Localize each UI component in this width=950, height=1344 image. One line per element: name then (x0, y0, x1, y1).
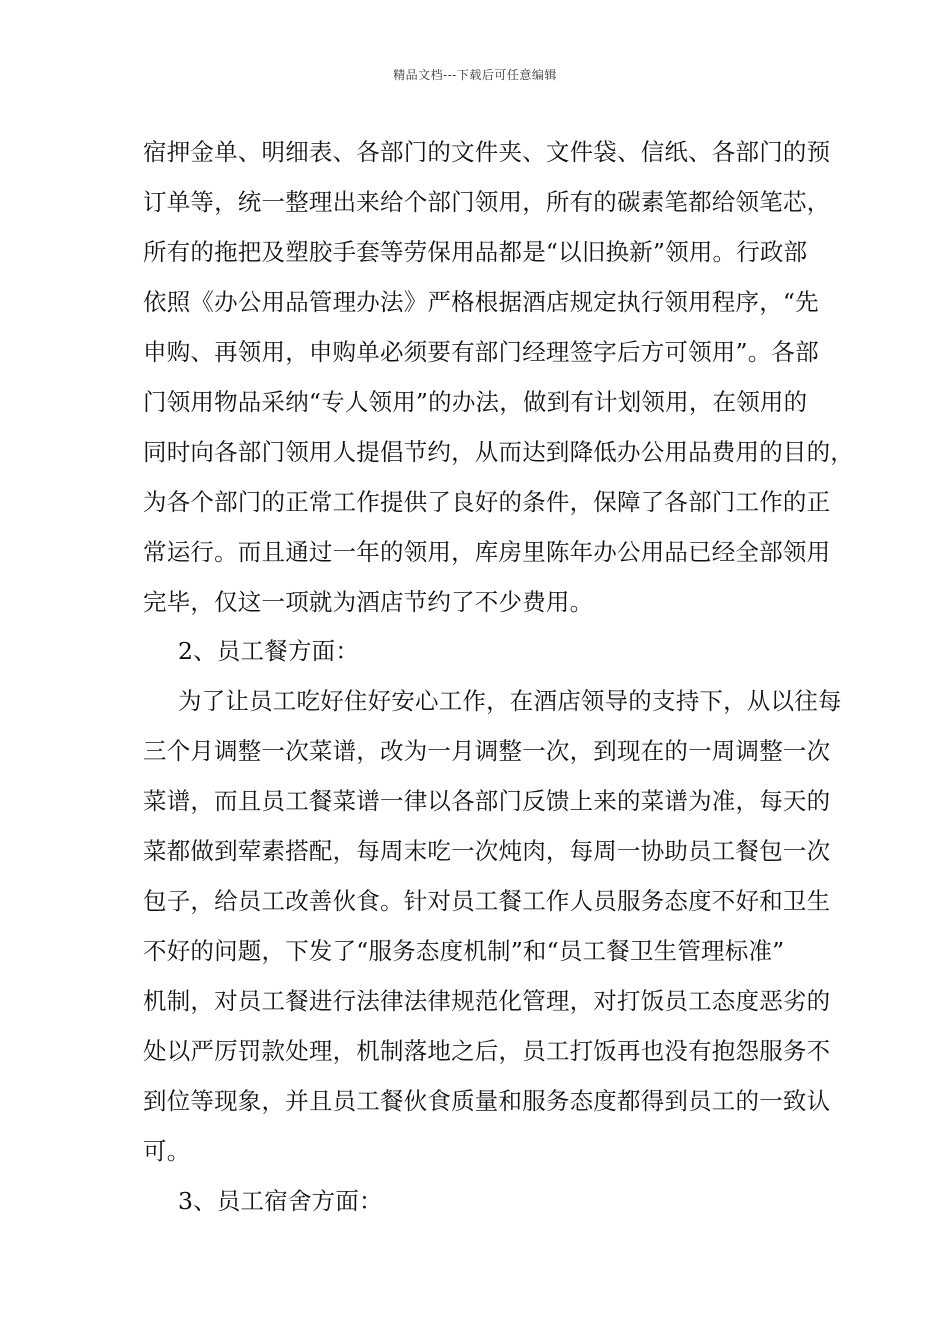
body-line: 门领用物品采纳“专人领用”的办法，做到有计划领用，在领用的 (143, 388, 808, 416)
body-line: 机制，对员工餐进行法律法律规范化管理，对打饭员工态度恶劣的 (143, 987, 831, 1015)
page-header: 精品文档---下载后可任意编辑 (393, 68, 557, 82)
body-line: 菜都做到荤素搭配，每周末吃一次炖肉，每周一协助员工餐包一次 (143, 837, 831, 865)
body-line: 常运行。而且通过一年的领用，库房里陈年办公用品已经全部领用 (143, 538, 831, 566)
body-line: 三个月调整一次菜谱，改为一月调整一次，到现在的一周调整一次 (143, 737, 831, 765)
body-line: 不好的问题，下发了“服务态度机制”和“员工餐卫生管理标准” (143, 937, 785, 965)
section-heading: 2、员工餐方面： (178, 637, 360, 665)
body-line: 为了让员工吃好住好安心工作，在酒店领导的支持下，从以往每 (178, 687, 842, 715)
body-line: 处以严厉罚款处理，机制落地之后，员工打饭再也没有抱怨服务不 (143, 1037, 831, 1065)
body-line: 依照《办公用品管理办法》严格根据酒店规定执行领用程序，“先 (143, 288, 819, 316)
body-line: 订单等，统一整理出来给个部门领用，所有的碳素笔都给领笔芯， (143, 188, 831, 216)
body-line: 为各个部门的正常工作提供了良好的条件，保障了各部门工作的正 (143, 488, 831, 516)
body-line: 可。 (143, 1137, 191, 1165)
body-line: 同时向各部门领用人提倡节约，从而达到降低办公用品费用的目的， (143, 438, 854, 466)
body-line: 宿押金单、明细表、各部门的文件夹、文件袋、信纸、各部门的预 (143, 138, 831, 166)
body-line: 完毕，仅这一项就为酒店节约了不少费用。 (143, 588, 594, 616)
body-line: 菜谱，而且员工餐菜谱一律以各部门反馈上来的菜谱为准，每天的 (143, 787, 831, 815)
body-line: 所有的拖把及塑胶手套等劳保用品都是“以旧换新”领用。行政部 (143, 238, 808, 266)
section-heading: 3、员工宿舍方面： (178, 1187, 383, 1215)
body-line: 申购、再领用，申购单必须要有部门经理签字后方可领用”。各部 (143, 338, 819, 366)
body-line: 包子，给员工改善伙食。针对员工餐工作人员服务态度不好和卫生 (143, 887, 831, 915)
body-line: 到位等现象，并且员工餐伙食质量和服务态度都得到员工的一致认 (143, 1087, 831, 1115)
